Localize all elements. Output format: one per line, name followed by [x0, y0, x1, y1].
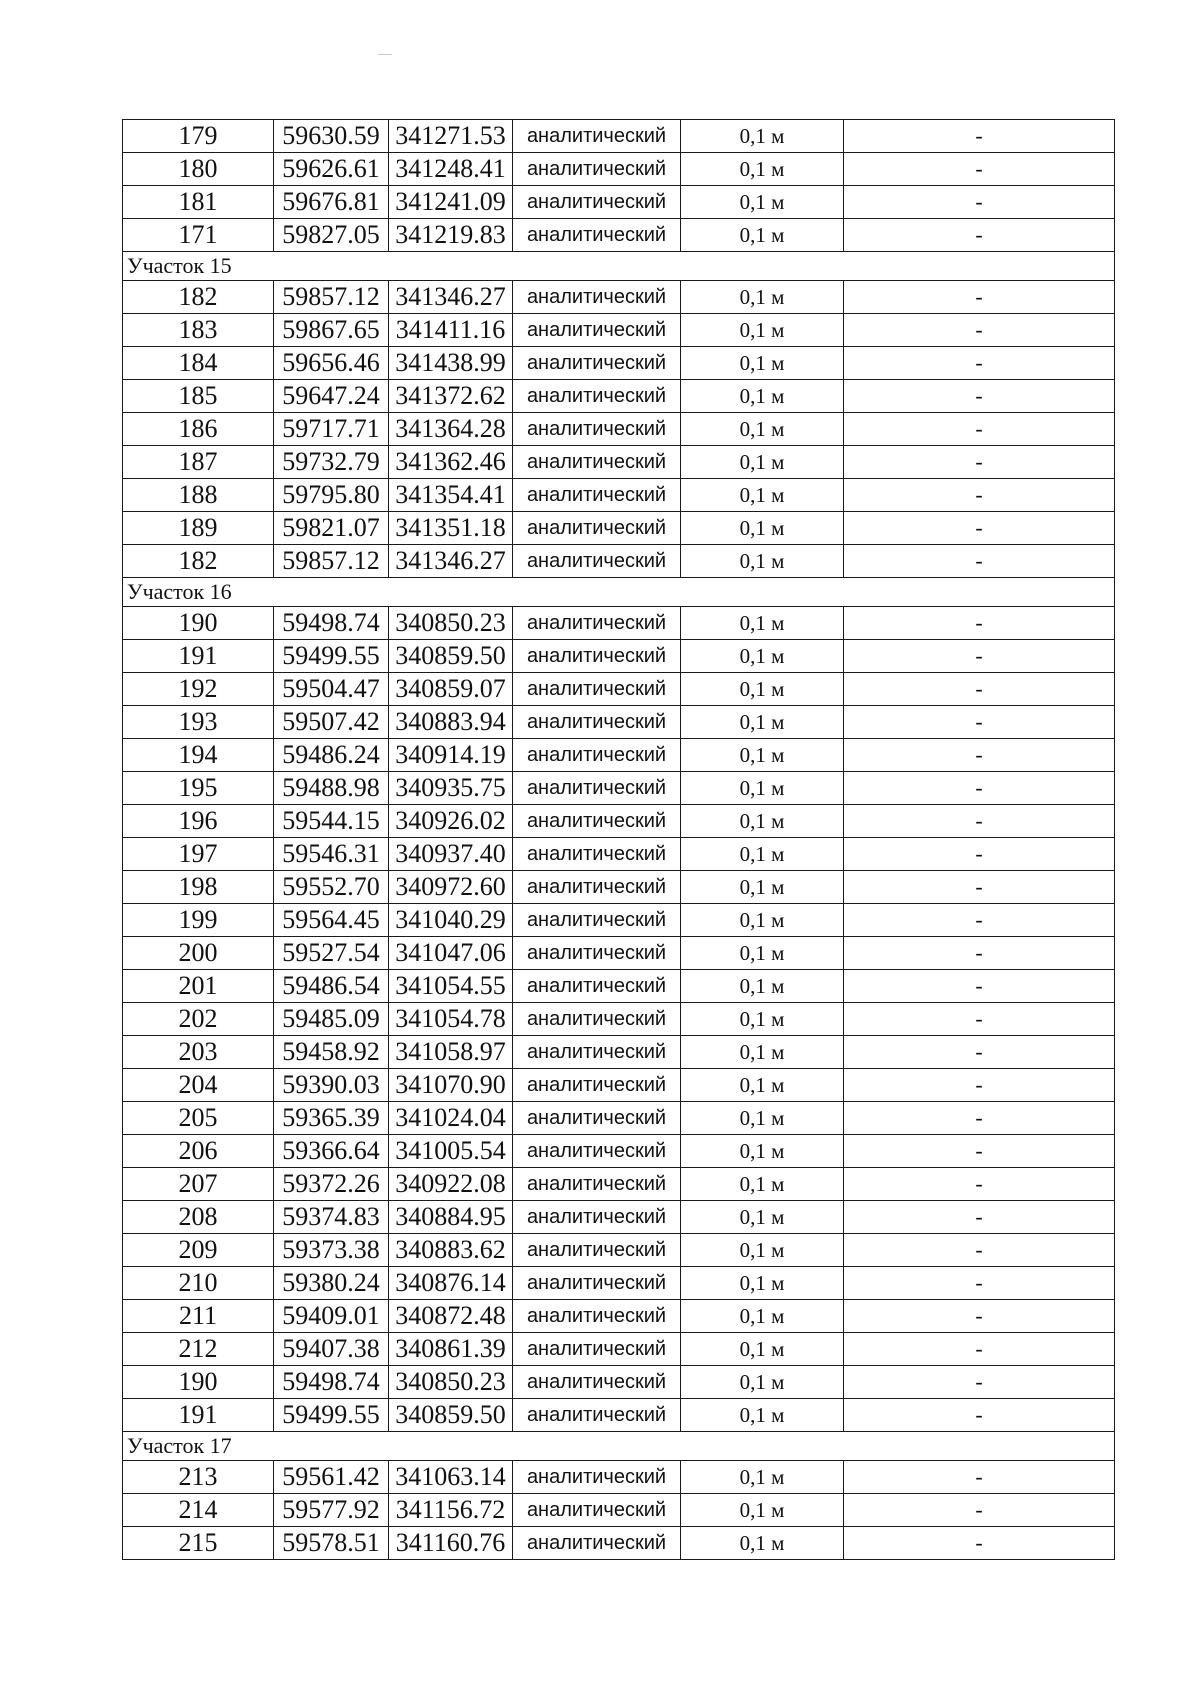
- accuracy-cell: 0,1 м: [681, 1234, 844, 1267]
- section-header-row: [123, 252, 1115, 281]
- x-coordinate-cell: 59552.70: [274, 871, 389, 904]
- y-coordinate-cell: 340884.95: [389, 1201, 513, 1234]
- method-cell: аналитический: [513, 739, 681, 772]
- table-row: [123, 1003, 1115, 1036]
- accuracy-cell: 0,1 м: [681, 1527, 844, 1560]
- note-cell: -: [844, 1333, 1115, 1366]
- method-cell: аналитический: [513, 805, 681, 838]
- method-cell: аналитический: [513, 772, 681, 805]
- point-number-cell: 183: [123, 314, 274, 347]
- point-number-cell: 204: [123, 1069, 274, 1102]
- y-coordinate-cell: 341271.53: [389, 120, 513, 153]
- y-coordinate-cell: 340935.75: [389, 772, 513, 805]
- x-coordinate-cell: 59458.92: [274, 1036, 389, 1069]
- x-coordinate-cell: 59577.92: [274, 1494, 389, 1527]
- point-number-cell: 191: [123, 1399, 274, 1432]
- y-coordinate-cell: 341346.27: [389, 545, 513, 578]
- table-row: [123, 772, 1115, 805]
- table-row: [123, 673, 1115, 706]
- method-cell: аналитический: [513, 970, 681, 1003]
- point-number-cell: 181: [123, 186, 274, 219]
- note-cell: -: [844, 970, 1115, 1003]
- y-coordinate-cell: 340872.48: [389, 1300, 513, 1333]
- accuracy-cell: 0,1 м: [681, 413, 844, 446]
- table-row: [123, 640, 1115, 673]
- table-row: [123, 446, 1115, 479]
- point-number-cell: 203: [123, 1036, 274, 1069]
- accuracy-cell: 0,1 м: [681, 1333, 844, 1366]
- note-cell: -: [844, 1366, 1115, 1399]
- accuracy-cell: 0,1 м: [681, 937, 844, 970]
- method-cell: аналитический: [513, 1300, 681, 1333]
- x-coordinate-cell: 59499.55: [274, 640, 389, 673]
- x-coordinate-cell: 59676.81: [274, 186, 389, 219]
- table-row: [123, 545, 1115, 578]
- y-coordinate-cell: 340861.39: [389, 1333, 513, 1366]
- accuracy-cell: 0,1 м: [681, 446, 844, 479]
- note-cell: -: [844, 1201, 1115, 1234]
- point-number-cell: 212: [123, 1333, 274, 1366]
- point-number-cell: 190: [123, 607, 274, 640]
- y-coordinate-cell: 340914.19: [389, 739, 513, 772]
- point-number-cell: 188: [123, 479, 274, 512]
- accuracy-cell: 0,1 м: [681, 512, 844, 545]
- point-number-cell: 171: [123, 219, 274, 252]
- y-coordinate-cell: 341054.78: [389, 1003, 513, 1036]
- x-coordinate-cell: 59867.65: [274, 314, 389, 347]
- table-row: [123, 314, 1115, 347]
- accuracy-cell: 0,1 м: [681, 314, 844, 347]
- method-cell: аналитический: [513, 871, 681, 904]
- accuracy-cell: 0,1 м: [681, 1494, 844, 1527]
- note-cell: -: [844, 871, 1115, 904]
- point-number-cell: 207: [123, 1168, 274, 1201]
- section-title: Участок 16: [123, 578, 1115, 607]
- y-coordinate-cell: 340922.08: [389, 1168, 513, 1201]
- point-number-cell: 194: [123, 739, 274, 772]
- table-row: [123, 120, 1115, 153]
- x-coordinate-cell: 59407.38: [274, 1333, 389, 1366]
- point-number-cell: 189: [123, 512, 274, 545]
- method-cell: аналитический: [513, 1494, 681, 1527]
- method-cell: аналитический: [513, 1366, 681, 1399]
- x-coordinate-cell: 59374.83: [274, 1201, 389, 1234]
- method-cell: аналитический: [513, 1267, 681, 1300]
- accuracy-cell: 0,1 м: [681, 1135, 844, 1168]
- method-cell: аналитический: [513, 706, 681, 739]
- x-coordinate-cell: 59365.39: [274, 1102, 389, 1135]
- accuracy-cell: 0,1 м: [681, 219, 844, 252]
- note-cell: -: [844, 937, 1115, 970]
- table-row: [123, 739, 1115, 772]
- table-row: [123, 1201, 1115, 1234]
- x-coordinate-cell: 59821.07: [274, 512, 389, 545]
- table-row: [123, 512, 1115, 545]
- note-cell: -: [844, 772, 1115, 805]
- method-cell: аналитический: [513, 673, 681, 706]
- accuracy-cell: 0,1 м: [681, 772, 844, 805]
- table-row: [123, 805, 1115, 838]
- table-row: [123, 281, 1115, 314]
- coordinates-table: [122, 119, 1115, 1560]
- x-coordinate-cell: 59488.98: [274, 772, 389, 805]
- point-number-cell: 193: [123, 706, 274, 739]
- y-coordinate-cell: 340859.50: [389, 1399, 513, 1432]
- note-cell: -: [844, 281, 1115, 314]
- table-row: [123, 1069, 1115, 1102]
- y-coordinate-cell: 341054.55: [389, 970, 513, 1003]
- x-coordinate-cell: 59390.03: [274, 1069, 389, 1102]
- accuracy-cell: 0,1 м: [681, 640, 844, 673]
- point-number-cell: 202: [123, 1003, 274, 1036]
- point-number-cell: 180: [123, 153, 274, 186]
- note-cell: -: [844, 1300, 1115, 1333]
- note-cell: -: [844, 706, 1115, 739]
- point-number-cell: 192: [123, 673, 274, 706]
- y-coordinate-cell: 341411.16: [389, 314, 513, 347]
- note-cell: -: [844, 314, 1115, 347]
- point-number-cell: 201: [123, 970, 274, 1003]
- note-cell: -: [844, 1069, 1115, 1102]
- method-cell: аналитический: [513, 347, 681, 380]
- accuracy-cell: 0,1 м: [681, 1300, 844, 1333]
- method-cell: аналитический: [513, 1461, 681, 1494]
- y-coordinate-cell: 341438.99: [389, 347, 513, 380]
- accuracy-cell: 0,1 м: [681, 1102, 844, 1135]
- x-coordinate-cell: 59486.54: [274, 970, 389, 1003]
- x-coordinate-cell: 59564.45: [274, 904, 389, 937]
- note-cell: -: [844, 479, 1115, 512]
- table-row: [123, 1399, 1115, 1432]
- table-row: [123, 186, 1115, 219]
- x-coordinate-cell: 59499.55: [274, 1399, 389, 1432]
- y-coordinate-cell: 340876.14: [389, 1267, 513, 1300]
- accuracy-cell: 0,1 м: [681, 120, 844, 153]
- x-coordinate-cell: 59507.42: [274, 706, 389, 739]
- note-cell: -: [844, 838, 1115, 871]
- note-cell: -: [844, 904, 1115, 937]
- x-coordinate-cell: 59372.26: [274, 1168, 389, 1201]
- note-cell: -: [844, 545, 1115, 578]
- section-title: Участок 17: [123, 1432, 1115, 1461]
- y-coordinate-cell: 340859.50: [389, 640, 513, 673]
- x-coordinate-cell: 59380.24: [274, 1267, 389, 1300]
- method-cell: аналитический: [513, 512, 681, 545]
- table-row: [123, 153, 1115, 186]
- point-number-cell: 206: [123, 1135, 274, 1168]
- y-coordinate-cell: 341248.41: [389, 153, 513, 186]
- point-number-cell: 182: [123, 545, 274, 578]
- y-coordinate-cell: 341047.06: [389, 937, 513, 970]
- accuracy-cell: 0,1 м: [681, 281, 844, 314]
- x-coordinate-cell: 59366.64: [274, 1135, 389, 1168]
- note-cell: -: [844, 1494, 1115, 1527]
- note-cell: -: [844, 446, 1115, 479]
- note-cell: -: [844, 512, 1115, 545]
- section-header-row: [123, 1432, 1115, 1461]
- x-coordinate-cell: 59409.01: [274, 1300, 389, 1333]
- y-coordinate-cell: 340859.07: [389, 673, 513, 706]
- accuracy-cell: 0,1 м: [681, 970, 844, 1003]
- scan-artifact-mark: [378, 54, 392, 55]
- table-row: [123, 838, 1115, 871]
- point-number-cell: 208: [123, 1201, 274, 1234]
- method-cell: аналитический: [513, 219, 681, 252]
- note-cell: -: [844, 1234, 1115, 1267]
- point-number-cell: 190: [123, 1366, 274, 1399]
- table-row: [123, 219, 1115, 252]
- y-coordinate-cell: 341372.62: [389, 380, 513, 413]
- y-coordinate-cell: 341070.90: [389, 1069, 513, 1102]
- y-coordinate-cell: 341354.41: [389, 479, 513, 512]
- method-cell: аналитический: [513, 640, 681, 673]
- y-coordinate-cell: 340850.23: [389, 607, 513, 640]
- y-coordinate-cell: 341241.09: [389, 186, 513, 219]
- accuracy-cell: 0,1 м: [681, 1201, 844, 1234]
- method-cell: аналитический: [513, 446, 681, 479]
- table-row: [123, 970, 1115, 1003]
- point-number-cell: 197: [123, 838, 274, 871]
- note-cell: -: [844, 1102, 1115, 1135]
- x-coordinate-cell: 59795.80: [274, 479, 389, 512]
- y-coordinate-cell: 341351.18: [389, 512, 513, 545]
- accuracy-cell: 0,1 м: [681, 1036, 844, 1069]
- x-coordinate-cell: 59485.09: [274, 1003, 389, 1036]
- method-cell: аналитический: [513, 413, 681, 446]
- x-coordinate-cell: 59504.47: [274, 673, 389, 706]
- accuracy-cell: 0,1 м: [681, 838, 844, 871]
- x-coordinate-cell: 59827.05: [274, 219, 389, 252]
- note-cell: -: [844, 1168, 1115, 1201]
- table-row: [123, 1461, 1115, 1494]
- x-coordinate-cell: 59857.12: [274, 545, 389, 578]
- x-coordinate-cell: 59626.61: [274, 153, 389, 186]
- method-cell: аналитический: [513, 120, 681, 153]
- point-number-cell: 185: [123, 380, 274, 413]
- note-cell: -: [844, 607, 1115, 640]
- table-row: [123, 1300, 1115, 1333]
- accuracy-cell: 0,1 м: [681, 347, 844, 380]
- table-row: [123, 347, 1115, 380]
- note-cell: -: [844, 347, 1115, 380]
- y-coordinate-cell: 341058.97: [389, 1036, 513, 1069]
- y-coordinate-cell: 341364.28: [389, 413, 513, 446]
- point-number-cell: 196: [123, 805, 274, 838]
- accuracy-cell: 0,1 м: [681, 1069, 844, 1102]
- table-row: [123, 1267, 1115, 1300]
- x-coordinate-cell: 59546.31: [274, 838, 389, 871]
- accuracy-cell: 0,1 м: [681, 153, 844, 186]
- method-cell: аналитический: [513, 607, 681, 640]
- point-number-cell: 179: [123, 120, 274, 153]
- table-row: [123, 1494, 1115, 1527]
- point-number-cell: 184: [123, 347, 274, 380]
- note-cell: -: [844, 153, 1115, 186]
- method-cell: аналитический: [513, 1102, 681, 1135]
- y-coordinate-cell: 340850.23: [389, 1366, 513, 1399]
- table-row: [123, 413, 1115, 446]
- note-cell: -: [844, 805, 1115, 838]
- x-coordinate-cell: 59656.46: [274, 347, 389, 380]
- note-cell: -: [844, 1527, 1115, 1560]
- point-number-cell: 210: [123, 1267, 274, 1300]
- x-coordinate-cell: 59717.71: [274, 413, 389, 446]
- note-cell: -: [844, 1135, 1115, 1168]
- note-cell: -: [844, 1267, 1115, 1300]
- point-number-cell: 191: [123, 640, 274, 673]
- method-cell: аналитический: [513, 380, 681, 413]
- table-row: [123, 1102, 1115, 1135]
- method-cell: аналитический: [513, 1003, 681, 1036]
- note-cell: -: [844, 120, 1115, 153]
- note-cell: -: [844, 640, 1115, 673]
- method-cell: аналитический: [513, 1333, 681, 1366]
- accuracy-cell: 0,1 м: [681, 706, 844, 739]
- table-row: [123, 871, 1115, 904]
- coordinates-table-body: [123, 120, 1115, 1560]
- y-coordinate-cell: 341024.04: [389, 1102, 513, 1135]
- point-number-cell: 195: [123, 772, 274, 805]
- y-coordinate-cell: 341346.27: [389, 281, 513, 314]
- point-number-cell: 182: [123, 281, 274, 314]
- accuracy-cell: 0,1 м: [681, 904, 844, 937]
- note-cell: -: [844, 1036, 1115, 1069]
- accuracy-cell: 0,1 м: [681, 545, 844, 578]
- table-row: [123, 1135, 1115, 1168]
- method-cell: аналитический: [513, 1527, 681, 1560]
- y-coordinate-cell: 341160.76: [389, 1527, 513, 1560]
- accuracy-cell: 0,1 м: [681, 1003, 844, 1036]
- point-number-cell: 209: [123, 1234, 274, 1267]
- x-coordinate-cell: 59578.51: [274, 1527, 389, 1560]
- method-cell: аналитический: [513, 186, 681, 219]
- table-row: [123, 1036, 1115, 1069]
- note-cell: -: [844, 186, 1115, 219]
- x-coordinate-cell: 59373.38: [274, 1234, 389, 1267]
- y-coordinate-cell: 341156.72: [389, 1494, 513, 1527]
- x-coordinate-cell: 59647.24: [274, 380, 389, 413]
- x-coordinate-cell: 59630.59: [274, 120, 389, 153]
- method-cell: аналитический: [513, 1036, 681, 1069]
- accuracy-cell: 0,1 м: [681, 1267, 844, 1300]
- point-number-cell: 199: [123, 904, 274, 937]
- table-row: [123, 1527, 1115, 1560]
- point-number-cell: 214: [123, 1494, 274, 1527]
- note-cell: -: [844, 1461, 1115, 1494]
- point-number-cell: 187: [123, 446, 274, 479]
- y-coordinate-cell: 340937.40: [389, 838, 513, 871]
- y-coordinate-cell: 340883.62: [389, 1234, 513, 1267]
- x-coordinate-cell: 59527.54: [274, 937, 389, 970]
- table-row: [123, 1366, 1115, 1399]
- accuracy-cell: 0,1 м: [681, 1366, 844, 1399]
- accuracy-cell: 0,1 м: [681, 607, 844, 640]
- method-cell: аналитический: [513, 1168, 681, 1201]
- accuracy-cell: 0,1 м: [681, 479, 844, 512]
- method-cell: аналитический: [513, 314, 681, 347]
- table-row: [123, 479, 1115, 512]
- method-cell: аналитический: [513, 1201, 681, 1234]
- note-cell: -: [844, 413, 1115, 446]
- y-coordinate-cell: 341005.54: [389, 1135, 513, 1168]
- method-cell: аналитический: [513, 838, 681, 871]
- x-coordinate-cell: 59732.79: [274, 446, 389, 479]
- y-coordinate-cell: 341362.46: [389, 446, 513, 479]
- method-cell: аналитический: [513, 904, 681, 937]
- note-cell: -: [844, 739, 1115, 772]
- point-number-cell: 198: [123, 871, 274, 904]
- method-cell: аналитический: [513, 1399, 681, 1432]
- point-number-cell: 215: [123, 1527, 274, 1560]
- method-cell: аналитический: [513, 1069, 681, 1102]
- x-coordinate-cell: 59498.74: [274, 1366, 389, 1399]
- y-coordinate-cell: 340972.60: [389, 871, 513, 904]
- note-cell: -: [844, 1399, 1115, 1432]
- note-cell: -: [844, 380, 1115, 413]
- accuracy-cell: 0,1 м: [681, 186, 844, 219]
- x-coordinate-cell: 59498.74: [274, 607, 389, 640]
- accuracy-cell: 0,1 м: [681, 871, 844, 904]
- method-cell: аналитический: [513, 1135, 681, 1168]
- y-coordinate-cell: 341040.29: [389, 904, 513, 937]
- x-coordinate-cell: 59857.12: [274, 281, 389, 314]
- note-cell: -: [844, 219, 1115, 252]
- table-row: [123, 937, 1115, 970]
- method-cell: аналитический: [513, 479, 681, 512]
- point-number-cell: 186: [123, 413, 274, 446]
- accuracy-cell: 0,1 м: [681, 1399, 844, 1432]
- table-row: [123, 380, 1115, 413]
- note-cell: -: [844, 1003, 1115, 1036]
- table-row: [123, 1168, 1115, 1201]
- y-coordinate-cell: 341063.14: [389, 1461, 513, 1494]
- table-row: [123, 607, 1115, 640]
- table-row: [123, 1234, 1115, 1267]
- y-coordinate-cell: 341219.83: [389, 219, 513, 252]
- accuracy-cell: 0,1 м: [681, 805, 844, 838]
- point-number-cell: 211: [123, 1300, 274, 1333]
- point-number-cell: 200: [123, 937, 274, 970]
- y-coordinate-cell: 340883.94: [389, 706, 513, 739]
- accuracy-cell: 0,1 м: [681, 380, 844, 413]
- x-coordinate-cell: 59544.15: [274, 805, 389, 838]
- accuracy-cell: 0,1 м: [681, 739, 844, 772]
- method-cell: аналитический: [513, 937, 681, 970]
- x-coordinate-cell: 59561.42: [274, 1461, 389, 1494]
- table-row: [123, 706, 1115, 739]
- method-cell: аналитический: [513, 153, 681, 186]
- point-number-cell: 213: [123, 1461, 274, 1494]
- note-cell: -: [844, 673, 1115, 706]
- method-cell: аналитический: [513, 281, 681, 314]
- accuracy-cell: 0,1 м: [681, 1168, 844, 1201]
- x-coordinate-cell: 59486.24: [274, 739, 389, 772]
- accuracy-cell: 0,1 м: [681, 1461, 844, 1494]
- method-cell: аналитический: [513, 545, 681, 578]
- point-number-cell: 205: [123, 1102, 274, 1135]
- section-header-row: [123, 578, 1115, 607]
- method-cell: аналитический: [513, 1234, 681, 1267]
- table-row: [123, 904, 1115, 937]
- table-row: [123, 1333, 1115, 1366]
- y-coordinate-cell: 340926.02: [389, 805, 513, 838]
- section-title: Участок 15: [123, 252, 1115, 281]
- accuracy-cell: 0,1 м: [681, 673, 844, 706]
